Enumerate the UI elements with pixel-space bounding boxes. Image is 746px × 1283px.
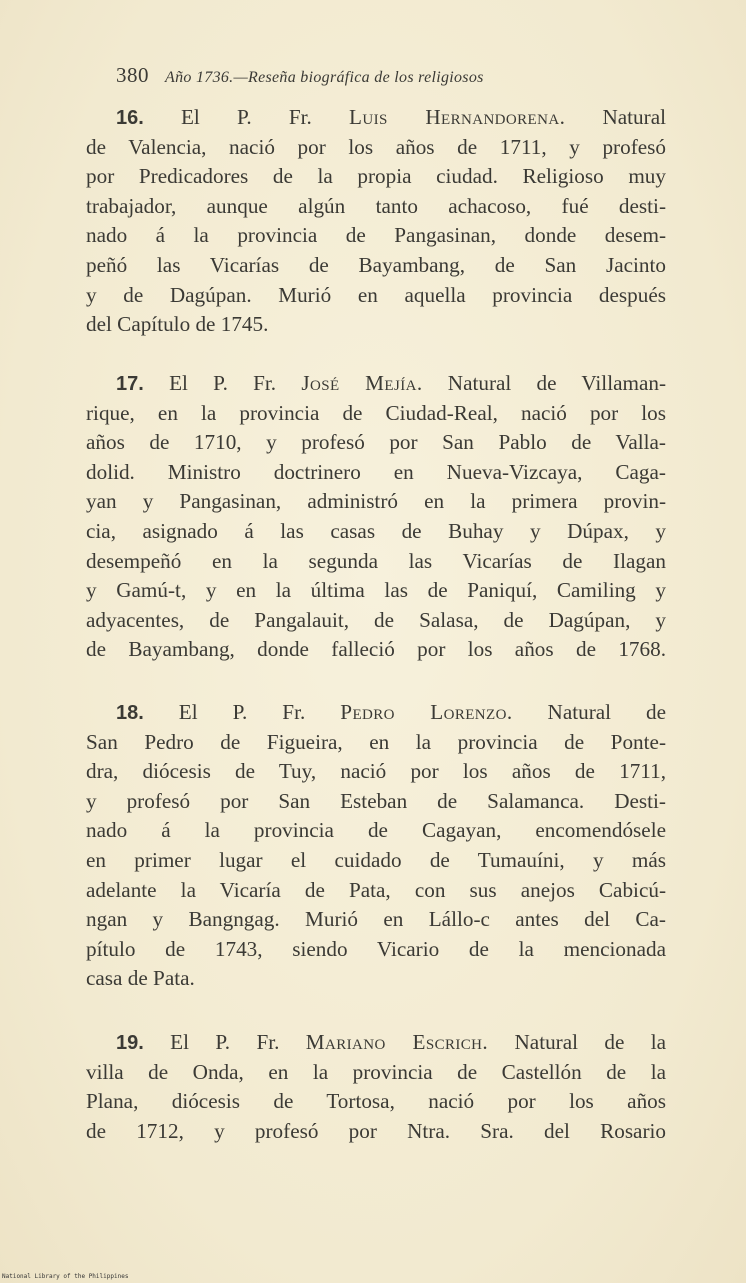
text-line: dra, diócesis de Tuy, nació por los años de 1711, bbox=[86, 759, 666, 784]
entry-heading-line bbox=[86, 369, 666, 399]
name-prefix: El P. Fr. bbox=[178, 700, 306, 724]
entry-number: 19. bbox=[116, 1032, 144, 1054]
entry-number: 16. bbox=[116, 107, 144, 129]
religious-name: Luis Hernandorena. bbox=[349, 105, 566, 129]
text-line: dolid. Ministro doctrinero en Nueva-Vizcaya, Caga- bbox=[86, 459, 666, 484]
text-line: de Bayambang, donde falleció por los años de 1768. bbox=[86, 637, 666, 662]
entry-number: 17. bbox=[116, 373, 144, 395]
text-line: cia, asignado á las casas de Buhay y Dúpax, y bbox=[86, 518, 666, 543]
text-line: del Capítulo de 1745. bbox=[86, 312, 269, 337]
page-number: 380 bbox=[116, 63, 149, 87]
text-line: trabajador, aunque algún tanto achacoso, fué desti- bbox=[86, 193, 666, 218]
text-line: de Valencia, nació por los años de 1711, y profesó bbox=[86, 134, 666, 159]
text-line: y de Dagúpan. Murió en aquella provincia después bbox=[86, 282, 666, 307]
entry-number: 18. bbox=[116, 702, 144, 724]
text-line: casa de Pata. bbox=[86, 966, 195, 991]
text-line: en primer lugar el cuidado de Tumauíni, y más bbox=[86, 847, 666, 872]
library-watermark: National Library of the Philippines bbox=[2, 1273, 129, 1280]
heading-line-rest: Natural de la bbox=[514, 1030, 667, 1054]
religious-name: Pedro Lorenzo. bbox=[340, 700, 513, 724]
text-line: y profesó por San Esteban de Salamanca. Desti- bbox=[86, 788, 666, 813]
text-line: adyacentes, de Pangalauit, de Salasa, de Dagúpan, y bbox=[86, 607, 666, 632]
text-line: nado á la provincia de Pangasinan, donde desem- bbox=[86, 223, 666, 248]
text-line: pítulo de 1743, siendo Vicario de la mencionada bbox=[86, 936, 666, 961]
entry-18 bbox=[86, 698, 666, 994]
text-line: desempeñó en la segunda las Vicarías de Ilagan bbox=[86, 548, 666, 573]
text-line: y Gamú-t, y en la última las de Paniquí, Camiling y bbox=[86, 578, 666, 603]
name-prefix: El P. Fr. bbox=[169, 371, 277, 395]
text-line: años de 1710, y profesó por San Pablo de Valla- bbox=[86, 430, 666, 455]
heading-line-rest: Natural de Villaman- bbox=[447, 371, 667, 395]
text-line: villa de Onda, en la provincia de Castellón de la bbox=[86, 1059, 666, 1084]
text-line: adelante la Vicaría de Pata, con sus anejos Cabicú- bbox=[86, 877, 666, 902]
entry-heading-line bbox=[86, 698, 666, 728]
name-prefix: El P. Fr. bbox=[170, 1030, 280, 1054]
text-line: nado á la provincia de Cagayan, encomendósele bbox=[86, 818, 666, 843]
entry-heading-line bbox=[86, 103, 666, 133]
text-line: rique, en la provincia de Ciudad-Real, nació por los bbox=[86, 400, 666, 425]
text-line: San Pedro de Figueira, en la provincia de Ponte- bbox=[86, 729, 666, 754]
text-line: peñó las Vicarías de Bayambang, de San Jacinto bbox=[86, 252, 666, 277]
heading-line-rest: Natural bbox=[602, 105, 666, 129]
text-line: ngan y Bangngag. Murió en Lállo-c antes del Ca- bbox=[86, 907, 666, 932]
entry-17 bbox=[86, 369, 666, 665]
religious-name: Mariano Escrich. bbox=[305, 1030, 489, 1054]
entry-heading-line bbox=[86, 1028, 666, 1058]
running-title: Año 1736.—Reseña biográfica de los religiosos bbox=[165, 69, 484, 86]
entry-19 bbox=[86, 1028, 666, 1146]
running-head bbox=[116, 62, 484, 91]
entry-16 bbox=[86, 103, 666, 340]
heading-line-rest: Natural de bbox=[547, 700, 667, 724]
text-line: Plana, diócesis de Tortosa, nació por los años bbox=[86, 1089, 666, 1114]
text-line: por Predicadores de la propia ciudad. Religioso muy bbox=[86, 164, 666, 189]
religious-name: José Mejía. bbox=[301, 371, 423, 395]
text-line: de 1712, y profesó por Ntra. Sra. del Rosario bbox=[86, 1118, 666, 1143]
text-line: yan y Pangasinan, administró en la primera provin- bbox=[86, 489, 666, 514]
name-prefix: El P. Fr. bbox=[180, 105, 312, 129]
